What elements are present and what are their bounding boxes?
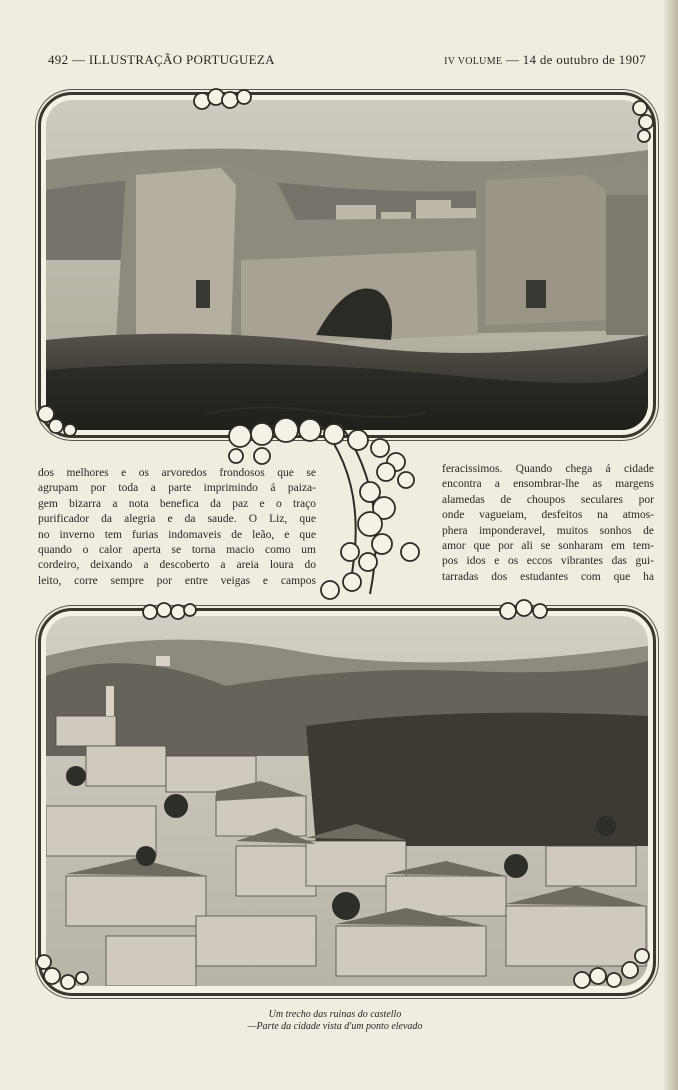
- left-column-text: dos melhores e os arvoredos frondosos que se agrupam por toda a parte imprimindo á paiza- gem bizarra a nota benefica da paz e o traço purificador da alegria e da saude. O Liz, que no inverno tem furias indomaveis de leão, e que quando o calor aperta se torna macio como um cordeiro, deixando a descoberto a areia loura do leito, corre sempre por entre veigas e campos: [38, 467, 316, 587]
- right-corner-ornament: [622, 96, 662, 146]
- header-right: [444, 52, 646, 68]
- page-header: [48, 52, 646, 70]
- header-left: [48, 52, 275, 68]
- caption-line-1: Um trecho das ruinas do castello: [268, 1009, 402, 1020]
- photo-caption: [150, 1009, 520, 1033]
- right-column-text: feracissimos. Quando chega á cidade encontra a ensombrar-lhe as margens alamedas de choupos seculares por onde vagueiam, desfeitos na atmos- phera imponderavel, muitos sonhos de amor que por ali se sonharam em tem- pos idos e os eccos vibrantes das gui- tarradas dos estudantes com que ha: [442, 463, 654, 583]
- publication-title: ILLUSTRAÇÃO PORTUGUEZA: [88, 52, 275, 67]
- left-corner-ornament: [34, 396, 84, 440]
- volume-label: IV VOLUME: [444, 56, 503, 67]
- issue-date: 14 de outubro de 1907: [522, 52, 646, 67]
- page-edge: [664, 0, 678, 1090]
- header-dash-2: —: [505, 52, 523, 67]
- bottom-right-corner-ornament: [568, 940, 658, 996]
- text-column-right: [442, 462, 654, 585]
- town-view-photo: [46, 616, 648, 986]
- bottom-left-corner-ornament: [34, 948, 94, 994]
- top-frame-berry-ornament: [190, 86, 260, 116]
- page-number: 492: [48, 52, 69, 67]
- header-dash: —: [71, 52, 89, 67]
- castle-ruins-photo: [46, 100, 648, 430]
- caption-line-2: —Parte da cidade vista d'um ponto elevado: [247, 1021, 423, 1032]
- bottom-frame-top-ornament: [140, 600, 200, 624]
- text-column-left: [38, 466, 316, 589]
- bottom-frame-right-top-ornament: [496, 598, 556, 624]
